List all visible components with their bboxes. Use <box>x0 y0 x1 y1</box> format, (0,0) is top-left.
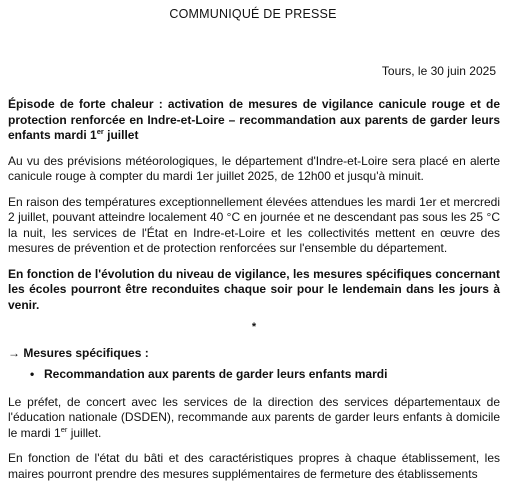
document-title-end: juillet <box>103 128 139 142</box>
paragraph-mayor-measures: En fonction de l'état du bâti et des caractéristiques propres à chaque établissement, les maires pourront prendre des mesures supplémentaires de fermeture des établissements <box>8 451 500 481</box>
prefect-recommendation-superscript: er <box>60 424 68 434</box>
document-body <box>8 97 500 492</box>
prefect-recommendation-end: juillet. <box>67 425 102 440</box>
document-title-superscript: er <box>96 127 104 136</box>
bullet-icon: • <box>30 367 35 381</box>
specific-measures-label: → Mesures spécifiques : <box>8 345 149 360</box>
dateline: Tours, le 30 juin 2025 <box>381 64 496 78</box>
prefect-recommendation-main: Le préfet, de concert avec les services de la direction des services départementaux de l'éducation nationale (DSDEN), recommande aux parents de garder leurs enfants à domicile le mardi 1 <box>8 394 500 440</box>
paragraph-school-measures: En fonction de l'évolution du niveau de vigilance, les mesures spécifiques concernant les écoles pourront être reconduites chaque soir pour le lendemain dans les jours à venir. <box>8 266 500 312</box>
paragraph-forecast: Au vu des prévisions météorologiques, le département d'Indre-et-Loire sera placé en alerte canicule rouge à compter du mardi 1er juillet 2025, de 12h00 et jusqu'à minuit. <box>8 153 500 183</box>
document-title <box>8 97 500 144</box>
press-release-heading: COMMUNIQUÉ DE PRESSE <box>169 7 337 21</box>
paragraph-prefect-recommendation <box>8 395 500 442</box>
section-separator: * <box>251 321 257 333</box>
recommendation-bullet-text: Recommandation aux parents de garder leurs enfants mardi <box>44 367 388 381</box>
recommendation-bullet <box>30 367 500 383</box>
paragraph-temperatures: En raison des températures exceptionnellement élevées attendues les mardi 1er et mercredi 2 juillet, pouvant atteindre localement 40 °C en journée et ne descendant pas sous les 25 °C la nuit, les services de l'État en Indre-et-Loire et les collectivités mettent en œuvre des mesures de prévention et de protection renforcées sur l'ensemble du département. <box>8 194 500 255</box>
document-title-main: Épisode de forte chaleur : activation de mesures de vigilance canicule rouge et de protection renforcée en Indre-et-Loire – recommandation aux parents de garder leurs enfants mardi 1 <box>8 97 500 142</box>
